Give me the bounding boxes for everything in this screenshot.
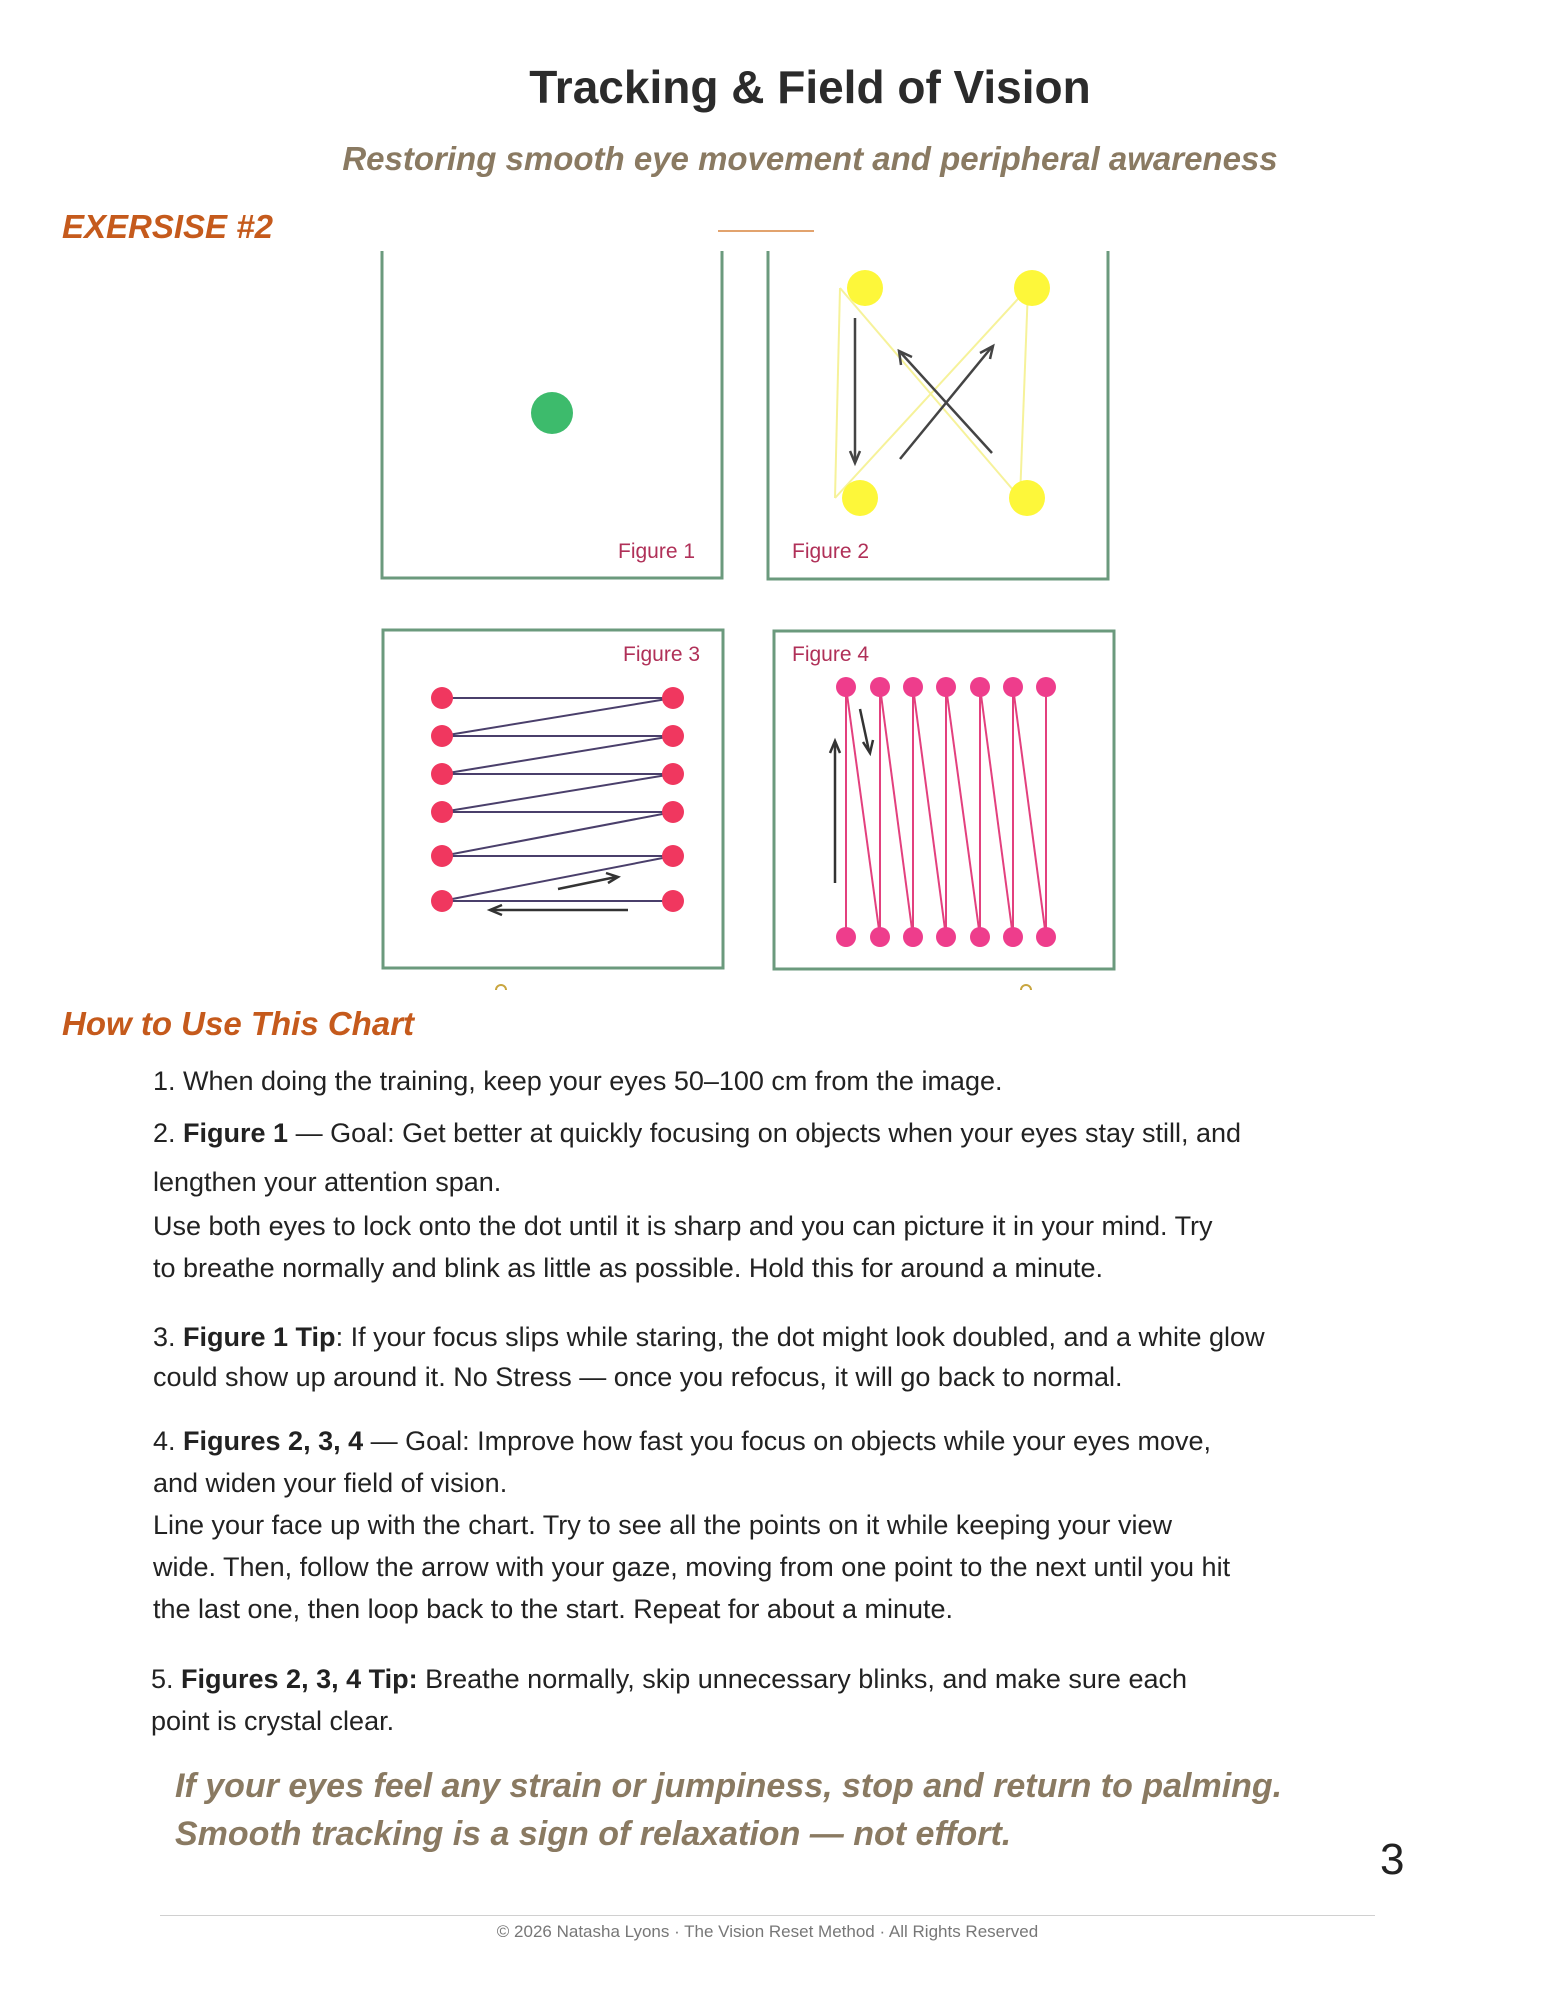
footer-copyright: © 2026 Natasha Lyons · The Vision Reset Method · All Rights Reserved [496, 1922, 1039, 1941]
decorative-rule [718, 230, 814, 232]
figure-4-dot [836, 677, 856, 697]
closing-line: If your eyes feel any strain or jumpiness, stop and return to palming. [175, 1767, 1283, 1805]
figure-4-dot [1003, 677, 1023, 697]
instruction-4 [153, 1420, 1413, 1630]
figure-2-dot [1009, 480, 1045, 516]
exercise-label: EXERSISE #2 [62, 208, 273, 245]
instruction-number: 5. [151, 1664, 182, 1694]
figure-3-dot [431, 801, 453, 823]
figure-4-dot [936, 927, 956, 947]
instruction-text: Line your face up with the chart. Try to see all the points on it while keeping your view [153, 1510, 1173, 1540]
instruction-text: lengthen your attention span. [153, 1167, 502, 1197]
instruction-text: — Goal: Get better at quickly focusing on objects when your eyes stay still, and [288, 1118, 1242, 1148]
figure-4-dot [836, 927, 856, 947]
instruction-bold: Figures 2, 3, 4 Tip: [181, 1664, 418, 1694]
instruction-2 [153, 1109, 1413, 1207]
closing-note [175, 1762, 1425, 1858]
figure-2-dot [842, 480, 878, 516]
figure-1-label: Figure 1 [618, 540, 696, 563]
figure-3-dot [431, 845, 453, 867]
instruction-text: — Goal: Improve how fast you focus on objects while your eyes move, [363, 1426, 1211, 1456]
instruction-text: point is crystal clear. [151, 1706, 395, 1736]
figure-4-dot [1036, 677, 1056, 697]
page-title: Tracking & Field of Vision [529, 61, 1091, 113]
figure-3-dot [662, 890, 684, 912]
instruction-1 [153, 1061, 1413, 1101]
figure-4-dot [1036, 927, 1056, 947]
instruction-number: 3. [153, 1322, 184, 1352]
figure-4-label: Figure 4 [792, 643, 870, 666]
closing-line: Smooth tracking is a sign of relaxation — not effort. [175, 1815, 1012, 1853]
instruction-text: 1. When doing the training, keep your eyes 50–100 cm from the image. [153, 1066, 1003, 1096]
section-heading: How to Use This Chart [62, 1005, 415, 1042]
figure-3-dot [431, 763, 453, 785]
figure-2-dot [847, 270, 883, 306]
hanger-mark [1021, 985, 1031, 990]
instruction-number: 2. [153, 1118, 184, 1148]
footer-divider [160, 1915, 1375, 1916]
figure-4-dot [936, 677, 956, 697]
figure-4-dot [870, 927, 890, 947]
instruction-text: and widen your field of vision. [153, 1468, 508, 1498]
figure-3-dot [431, 890, 453, 912]
figure-4-dot [903, 677, 923, 697]
figure-2 [768, 251, 1108, 579]
figure-4-dot [970, 677, 990, 697]
figure-4-dot [1003, 927, 1023, 947]
figure-3-path [442, 698, 673, 901]
figure-3-dot [662, 725, 684, 747]
instruction-5 [151, 1658, 1411, 1742]
instruction-text: Breathe normally, skip unnecessary blinks, and make sure each [417, 1664, 1187, 1694]
instruction-2-detail [153, 1205, 1413, 1289]
instruction-text: Use both eyes to lock onto the dot until it is sharp and you can picture it in your mind. Try [153, 1211, 1213, 1241]
figure-1 [382, 251, 722, 578]
figure-2-frame [768, 251, 1108, 579]
figure-3-dot [662, 801, 684, 823]
figure-2-dot [1014, 270, 1050, 306]
figure-3-arrows [490, 873, 628, 915]
figure-3 [383, 630, 723, 968]
figure-4 [774, 631, 1114, 969]
figure-3-dot [431, 687, 453, 709]
instruction-text: wide. Then, follow the arrow with your gaze, moving from one point to the next until you hit [153, 1552, 1231, 1582]
instruction-text: the last one, then loop back to the start. Repeat for about a minute. [153, 1594, 954, 1624]
figure-3-dot [431, 725, 453, 747]
instruction-text: could show up around it. No Stress — once you refocus, it will go back to normal. [153, 1362, 1123, 1392]
figure-4-dot [970, 927, 990, 947]
instruction-number: 4. [153, 1426, 184, 1456]
figure-3-dot [662, 687, 684, 709]
figure-1-dot [531, 392, 573, 434]
page-subtitle: Restoring smooth eye movement and peripheral awareness [342, 140, 1278, 177]
figure-3-dot [662, 845, 684, 867]
instruction-text: : If your focus slips while staring, the dot might look doubled, and a white glow [335, 1322, 1265, 1352]
figure-3-frame [383, 630, 723, 968]
figure-4-path [846, 687, 1046, 937]
figure-2-label: Figure 2 [792, 540, 870, 563]
figure-4-arrows [830, 709, 873, 883]
instruction-bold: Figures 2, 3, 4 [183, 1426, 364, 1456]
instruction-bold: Figure 1 [183, 1118, 289, 1148]
figure-4-dot [903, 927, 923, 947]
instruction-3 [153, 1317, 1413, 1397]
hanger-mark [496, 985, 506, 990]
instruction-text: to breathe normally and blink as little as possible. Hold this for around a minute. [153, 1253, 1104, 1283]
figure-3-label: Figure 3 [623, 643, 701, 666]
figure-4-dot [870, 677, 890, 697]
page-number: 3 [1380, 1835, 1405, 1884]
exercise-figures [380, 245, 1120, 995]
figure-3-dot [662, 763, 684, 785]
figure-2-path [835, 288, 1028, 498]
instruction-bold: Figure 1 Tip [183, 1322, 336, 1352]
